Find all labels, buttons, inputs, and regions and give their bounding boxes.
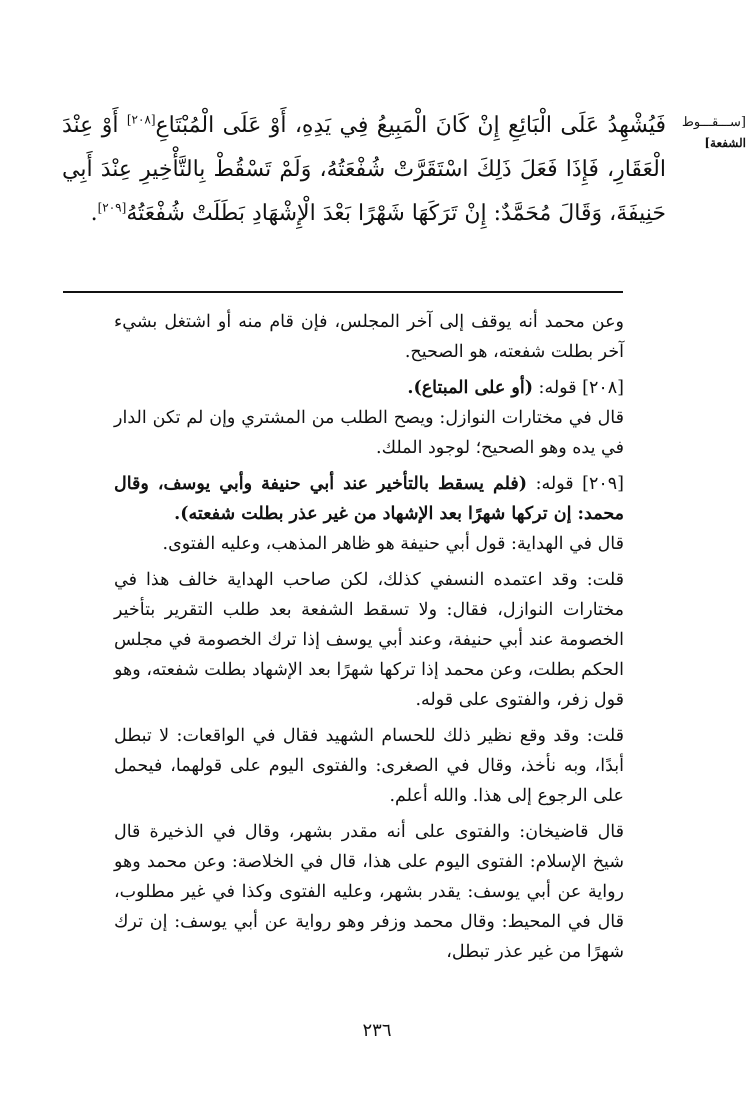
main-text-part-3: . [90, 201, 98, 226]
main-text-part-1: فَيُشْهِدُ عَلَى الْبَائِعِ إِنْ كَانَ الْمَبِيعُ فِي يَدِهِ، أَوْ عَلَى الْمُبْتَاعِ [155, 113, 666, 138]
note-208-quote: (أو على المبتاع). [407, 378, 533, 398]
main-text-part-2: أَوْ عِنْدَ الْعَقَارِ، فَإِذَا فَعَلَ ذَلِكَ اسْتَقَرَّتْ شُفْعَتُهُ، وَلَمْ تَسْقُطْ بِالتَّأْخِيرِ عِنْدَ أَبِي حَنِيفَةَ، وَقَالَ مُحَمَّدٌ: إِنْ تَرَكَهَا شَهْرًا بَعْدَ الْإِشْهَادِ بَطَلَتْ شُفْعَتُهُ [62, 113, 666, 226]
commentary-paragraph: قال في الهداية: قول أبي حنيفة هو ظاهر المذهب، وعليه الفتوى. [162, 534, 624, 554]
margin-heading-subtitle: الشفعة] [704, 136, 746, 150]
commentary [114, 307, 624, 973]
commentary-paragraph: قال في مختارات النوازل: ويصح الطلب من المشتري وإن لم تكن الدار في يده وهو الصحيح؛ لوجود الملك. [114, 408, 624, 458]
note-209-label: قوله: [527, 474, 583, 494]
page-number: ٢٣٦ [362, 1020, 392, 1041]
footnote-ref-209[interactable]: [٢٠٩] [97, 200, 127, 215]
note-209-heading [114, 469, 624, 529]
margin-heading [681, 113, 746, 153]
note-209-quote: (فلم يسقط بالتأخير عند أبي حنيفة وأبي يوسف، وقال محمد: إن تركها شهرًا بعد الإشهاد من غير عذر بطلت شفعته). [114, 474, 624, 524]
commentary-paragraph: قال قاضيخان: والفتوى على أنه مقدر بشهر، وقال في الذخيرة قال شيخ الإسلام: الفتوى اليوم على هذا، قال في الخلاصة: وعن محمد وهو رواية عن أبي يوسف: يقدر بشهر، وعليه الفتوى وكذا في غير مطلوب، قال في المحيط: وقال محمد وزفر وهو رواية عن أبي يوسف: إن ترك شهرًا من غير عذر تبطل، [114, 822, 624, 962]
commentary-paragraph: وعن محمد أنه يوقف إلى آخر المجلس، فإن قام منه أو اشتغل بشيء آخر بطلت شفعته، هو الصحيح. [114, 312, 624, 362]
note-209-number: [٢٠٩] [582, 474, 624, 494]
footnote-ref-208[interactable]: [٢٠٨] [126, 112, 156, 127]
footnote-separator [63, 291, 623, 293]
note-208-number: [٢٠٨] [582, 378, 624, 398]
main-text [62, 104, 666, 236]
note-208-heading [114, 373, 624, 403]
margin-heading-title: [ســـقـــوط [681, 115, 746, 130]
commentary-paragraph: قلت: وقد اعتمده النسفي كذلك، لكن صاحب الهداية خالف هذا في مختارات النوازل، فقال: ولا تسقط الشفعة بعد طلب التقرير بتأخير الخصومة عند أبي حنيفة، وعند أبي يوسف إذا ترك الخصومة في مجلس الحكم بطلت، وعن محمد إذا تركها شهرًا بعد الإشهاد بطلت شفعته، وهو قول زفر، والفتوى على قوله. [114, 570, 624, 710]
note-208-label: قوله: [532, 378, 583, 398]
commentary-paragraph: قلت: وقد وقع نظير ذلك للحسام الشهيد فقال في الواقعات: لا تبطل أبدًا، وبه نأخذ، وقال في الصغرى: والفتوى اليوم على قولهما، فيحمل على الرجوع إلى هذا. والله أعلم. [114, 726, 624, 806]
